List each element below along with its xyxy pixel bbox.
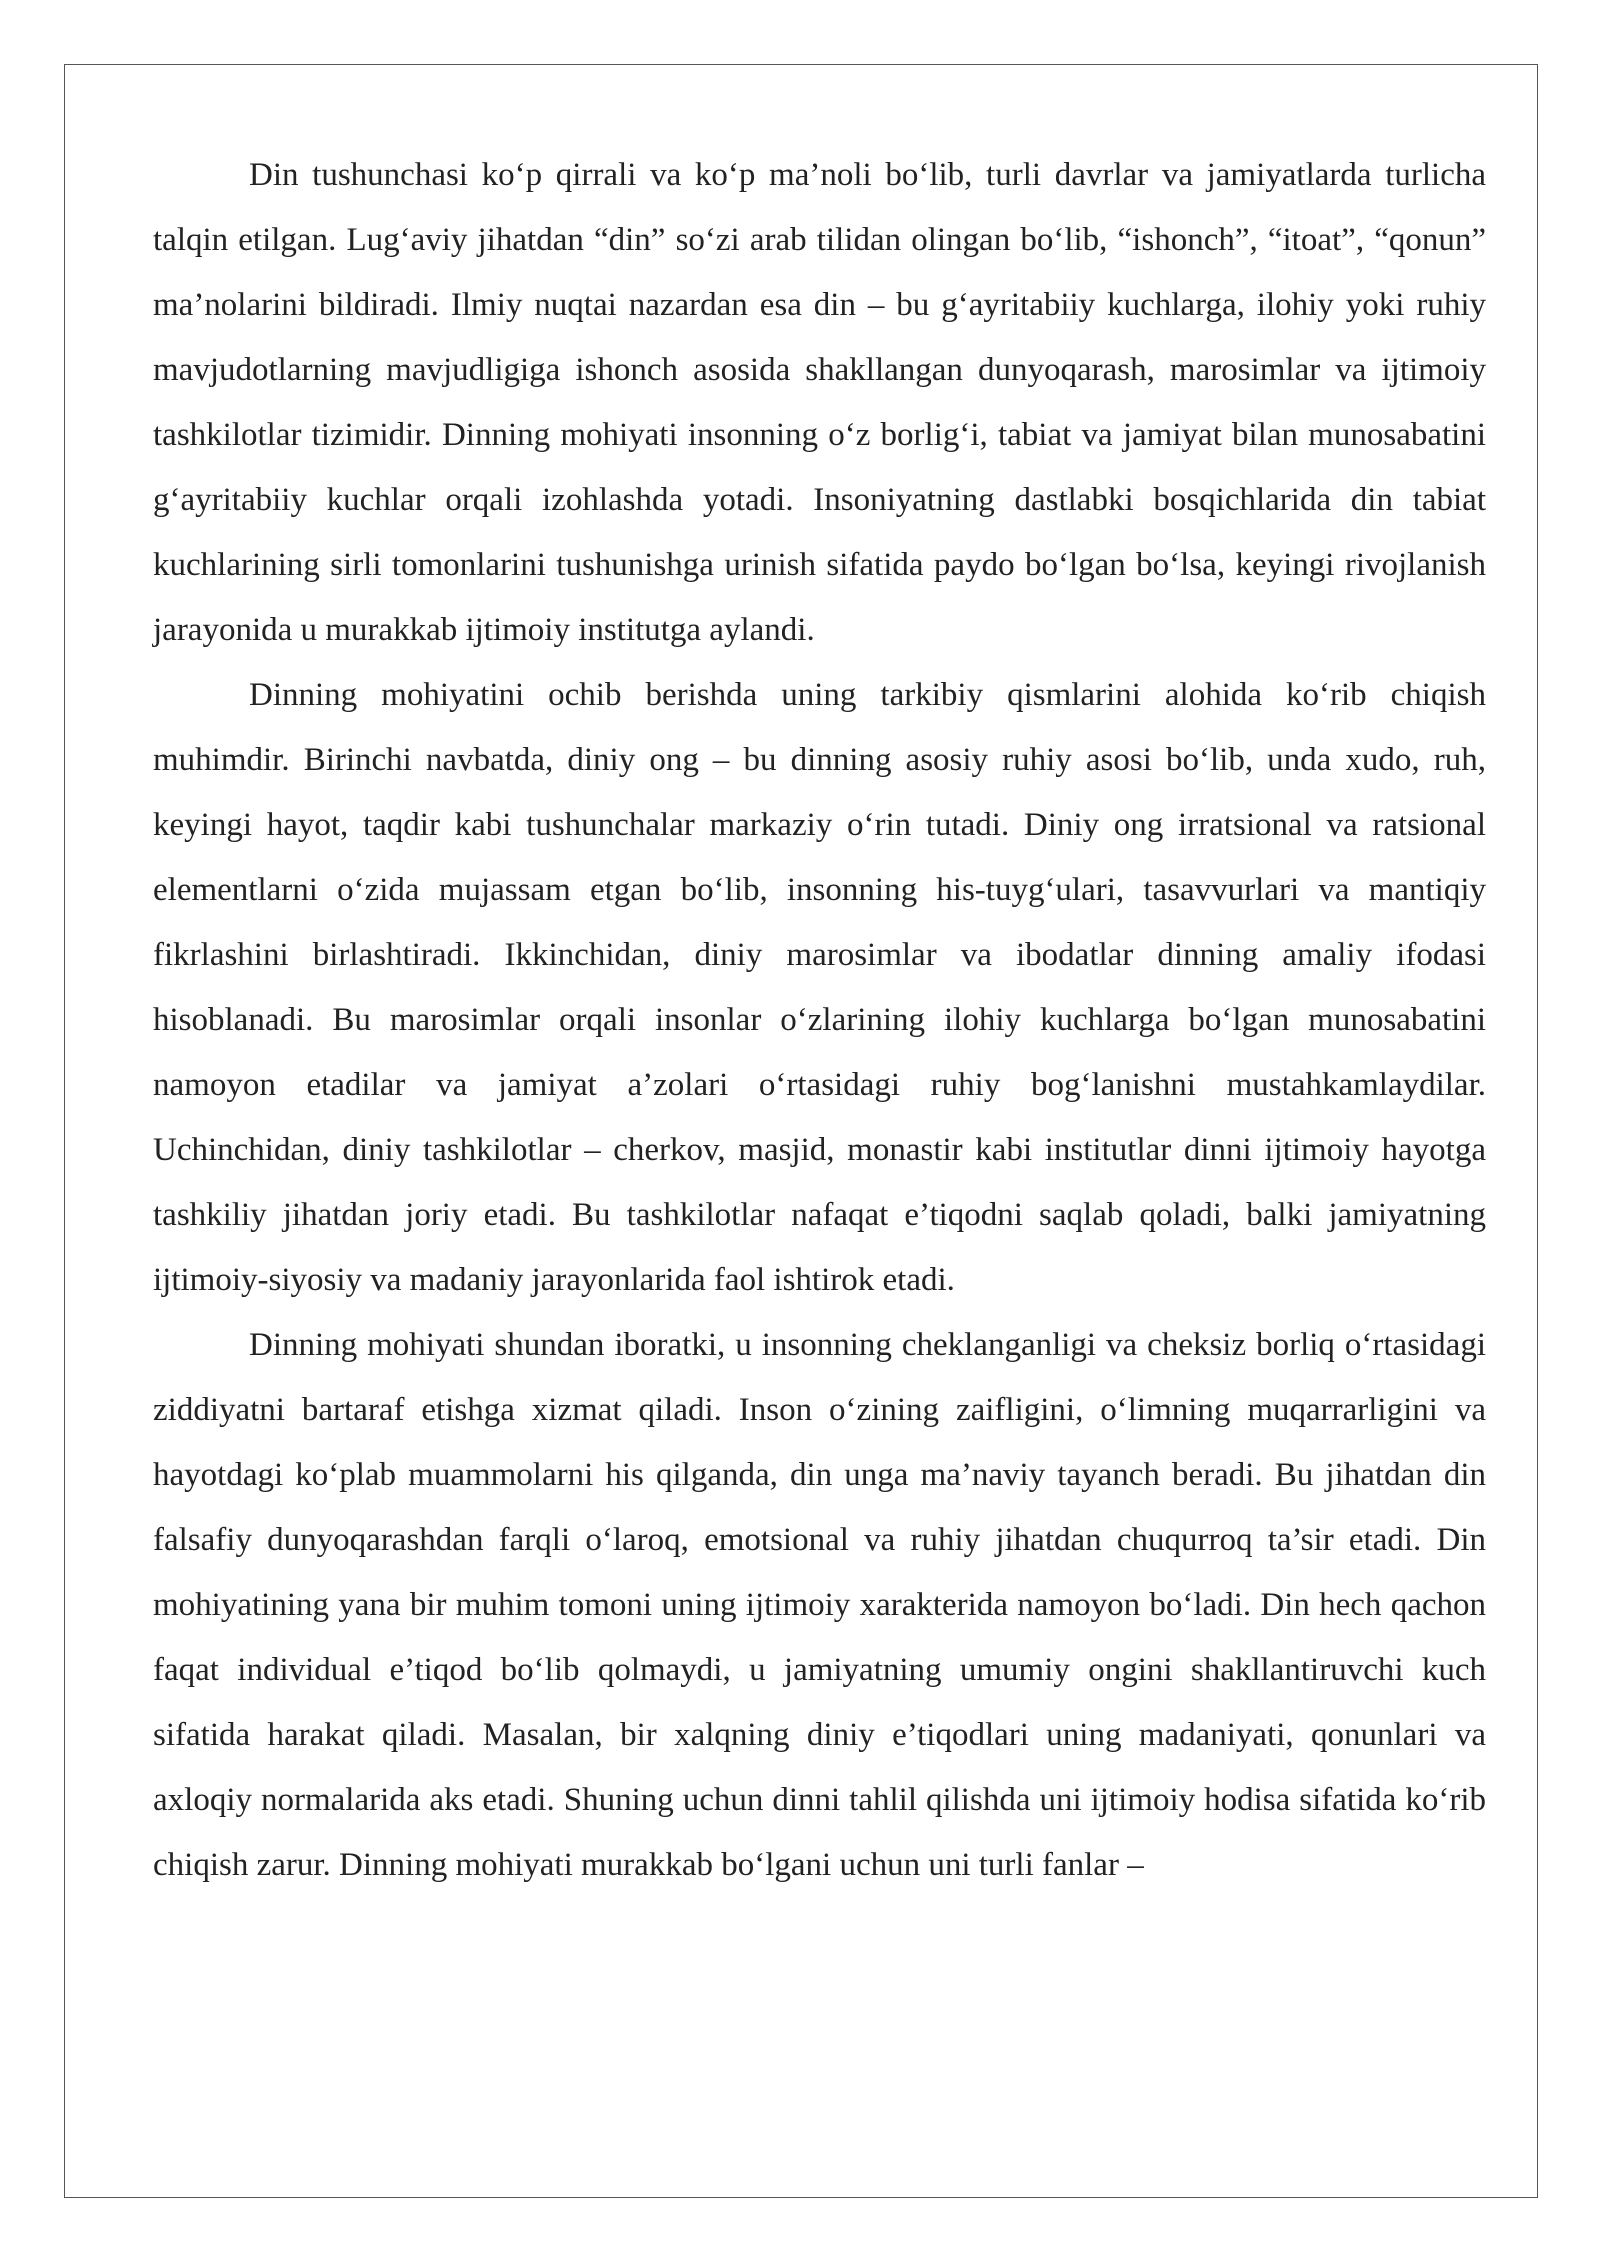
paragraph-2: Dinning mohiyatini ochib berishda uning tarkibiy qismlarini alohida ko‘rib chiqish muhimdir. Birinchi navbatda, diniy ong – bu dinning asosiy ruhiy asosi bo‘lib, unda xudo, ruh, keyingi hayot, taqdir kabi tushunchalar markaziy o‘rin tutadi. Diniy ong irratsional va ratsional elementlarni o‘zida mujassam etgan bo‘lib, insonning his-tuyg‘ulari, tasavvurlari va mantiqiy fikrlashini birlashtiradi. Ikkinchidan, diniy marosimlar va ibodatlar dinning amaliy ifodasi hisoblanadi. Bu marosimlar orqali insonlar o‘zlarining ilohiy kuchlarga bo‘lgan munosabatini namoyon etadilar va jamiyat a’zolari o‘rtasidagi ruhiy bog‘lanishni mustahkamlaydilar. Uchinchidan, diniy tashkilotlar – cherkov, masjid, monastir kabi institutlar dinni ijtimoiy hayotga tashkiliy jihatdan joriy etadi. Bu tashkilotlar nafaqat e’tiqodni saqlab qoladi, balki jamiyatning ijtimoiy-siyosiy va madaniy jarayonlarida faol ishtirok etadi. — [153, 677, 1486, 1298]
paragraph-3: Dinning mohiyati shundan iboratki, u insonning cheklanganligi va cheksiz borliq o‘rtasidagi ziddiyatni bartaraf etishga xizmat qiladi. Inson o‘zining zaifligini, o‘limning muqarrarligini va hayotdagi ko‘plab muammolarni his qilganda, din unga ma’naviy tayanch beradi. Bu jihatdan din falsafiy dunyoqarashdan farqli o‘laroq, emotsional va ruhiy jihatdan chuqurroq ta’sir etadi. Din mohiyatining yana bir muhim tomoni uning ijtimoiy xarakterida namoyon bo‘ladi. Din hech qachon faqat individual e’tiqod bo‘lib qolmaydi, u jamiyatning umumiy ongini shakllantiruvchi kuch sifatida harakat qiladi. Masalan, bir xalqning diniy e’tiqodlari uning madaniyati, qonunlari va axloqiy normalarida aks etadi. Shuning uchun dinni tahlil qilishda uni ijtimoiy hodisa sifatida ko‘rib chiqish zarur. Dinning mohiyati murakkab bo‘lgani uchun uni turli fanlar – — [153, 1327, 1486, 1883]
paragraph-1: Din tushunchasi ko‘p qirrali va ko‘p ma’noli bo‘lib, turli davrlar va jamiyatlarda turlicha talqin etilgan. Lug‘aviy jihatdan “din” so‘zi arab tilidan olingan bo‘lib, “ishonch”, “itoat”, “qonun” ma’nolarini bildiradi. Ilmiy nuqtai nazardan esa din – bu g‘ayritabiiy kuchlarga, ilohiy yoki ruhiy mavjudotlarning mavjudligiga ishonch asosida shakllangan dunyoqarash, marosimlar va ijtimoiy tashkilotlar tizimidir. Dinning mohiyati insonning o‘z borlig‘i, tabiat va jamiyat bilan munosabatini g‘ayritabiiy kuchlar orqali izohlashda yotadi. Insoniyatning dastlabki bosqichlarida din tabiat kuchlarining sirli tomonlarini tushunishga urinish sifatida paydo bo‘lgan bo‘lsa, keyingi rivojlanish jarayonida u murakkab ijtimoiy institutga aylandi. — [153, 157, 1486, 648]
document-body — [153, 143, 1486, 1898]
